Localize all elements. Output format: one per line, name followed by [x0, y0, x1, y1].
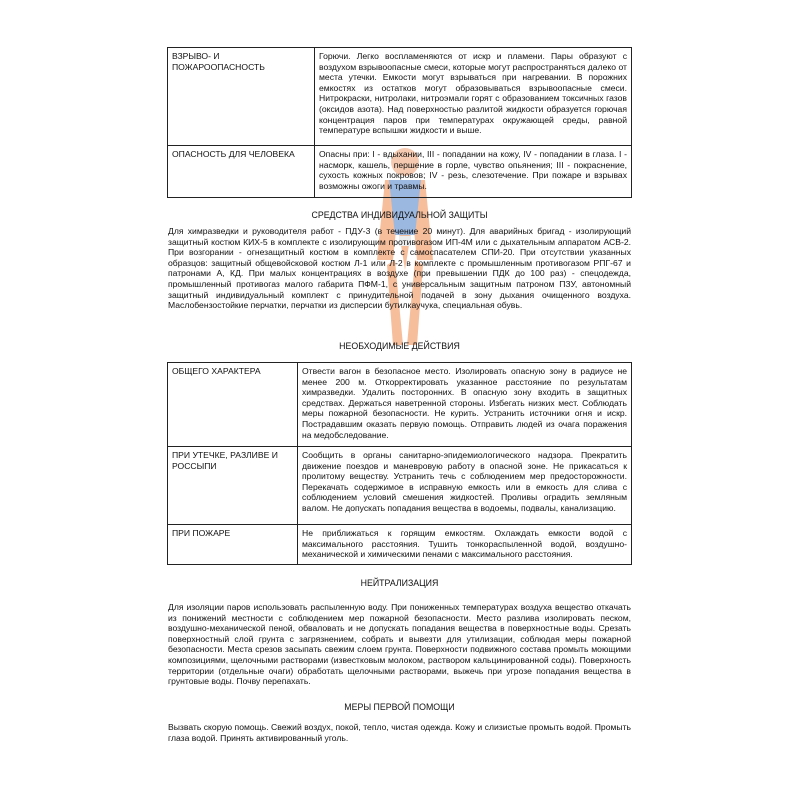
neutralization-text: Для изоляции паров использовать распыленную воду. При пониженных температурах воздуха вещество откачать из понижений местности с соблюдением мер пожарной безопасности. Место разлива изолировать песком, воздушно-механической пеной, обваловать и не допускать попадания вещества в поверхностные воды. Срезать поверхностный слой грунта с загрязнением, собрать и вывезти для утилизации, соблюдая меры пожарной безопасности. Места срезов засыпать свежим слоем грунта. Поверхности подвижного состава промыть моющими композициями, щелочными растворами (известковым молоком, раствором кальцинированной соды). Поверхность территории (отдельные очаги) обработать щелочными растворами, выжечь при угрозе попадания вещества в грунтовые воды. Почву перепахать.: [168, 602, 631, 687]
hazard-label-human: ОПАСНОСТЬ ДЛЯ ЧЕЛОВЕКА: [168, 146, 315, 198]
hazard-table: [167, 47, 632, 198]
action-text-fire: Не приближаться к горящим емкостям. Охлаждать емкости водой с максимального расстояния. Тушить тонкораспыленной водой, воздушно-механической и химическими пенами с максимального расстояния.: [298, 525, 632, 565]
action-text-general: Отвести вагон в безопасное место. Изолировать опасную зону в радиусе не менее 200 м. Откорректировать указанное расстояние по результатам химразведки. Удалить посторонних. В опасную зону входить в защитных средствах. Держаться наветренной стороны. Избегать низких мест. Соблюдать меры пожарной безопасности. Не курить. Устранить источники огня и искр. Пострадавшим оказать первую помощь. Отправить людей из очага поражения на медобследование.: [298, 363, 632, 447]
neutralization-heading: НЕЙТРАЛИЗАЦИЯ: [360, 578, 439, 588]
first-aid-heading: МЕРЫ ПЕРВОЙ ПОМОЩИ: [344, 702, 455, 712]
action-label-fire: ПРИ ПОЖАРЕ: [168, 525, 298, 565]
first-aid-text: Вызвать скорую помощь. Свежий воздух, покой, тепло, чистая одежда. Кожу и слизистые промыть водой. Промыть глаза водой. Принять активированный уголь.: [168, 722, 631, 743]
table-row: [168, 48, 632, 146]
actions-heading: НЕОБХОДИМЫЕ ДЕЙСТВИЯ: [339, 341, 460, 351]
ppe-heading: СРЕДСТВА ИНДИВИДУАЛЬНОЙ ЗАЩИТЫ: [311, 210, 488, 220]
hazard-text-human: Опасны при: I - вдыхании, III - попадании на кожу, IV - попадании в глаза. I - насморк, кашель, першение в горле, чувство опьянения; III - покраснение, сухость кожных покровов; IV - резь, слезотечение. При пожаре и взрывах возможны ожоги и травмы.: [315, 146, 632, 198]
action-text-leak: Сообщить в органы санитарно-эпидемиологического надзора. Прекратить движение поездов и маневровую работу в опасной зоне. Не прикасаться к пролитому веществу. Устранить течь с соблюдением мер предосторожности. Перекачать содержимое в исправную емкость или в емкость для слива с соблюдением условий смешения жидкостей. Проливы оградить земляным валом. Не допускать попадания вещества в водоемы, подвалы, канализацию.: [298, 447, 632, 525]
hazard-text-explosion: Горючи. Легко воспламеняются от искр и пламени. Пары образуют с воздухом взрывоопасные смеси, которые могут распространяться далеко от места утечки. Емкости могут взрываться при нагревании. В порожних емкостях из остатков могут образовываться взрывоопасные смеси. Нитрокраски, нитролаки, нитроэмали горят с образованием токсичных газов (оксидов азота). Над поверхностью разлитой жидкости образуется горючая концентрация паров при температурах окружающей среды, равной температуре вспышки жидкости и выше.: [315, 48, 632, 146]
actions-table: [167, 362, 632, 565]
table-row: [168, 525, 632, 565]
ppe-text: Для химразведки и руководителя работ - ПДУ-3 (в течение 20 минут). Для аварийных бригад - изолирующий защитный костюм КИХ-5 в комплекте с изолирующим противогазом ИП-4М или с дыхательным аппаратом АСВ-2. При возгорании - огнезащитный костюм в комплекте с самоспасателем СПИ-20. При отсутствии указанных образцов: защитный общевойсковой костюм Л-1 или Л-2 в комплекте с промышленным противогазом РПГ-67 и патронами А, КД. При малых концентрациях в воздухе (при превышении ПДК до 100 раз) - спецодежда, промышленный противогаз малого габарита ПФМ-1, с универсальным защитным патроном ПЗУ, автономный защитный индивидуальный комплект с принудительной подачей в зону дыхания очищенного воздуха. Маслобензостойкие перчатки, перчатки из дисперсии бутилкаучука, специальная обувь.: [168, 226, 631, 311]
table-row: [168, 146, 632, 198]
table-row: [168, 363, 632, 447]
table-row: [168, 447, 632, 525]
hazard-label-explosion: ВЗРЫВО- И ПОЖАРООПАСНОСТЬ: [168, 48, 315, 146]
action-label-leak: ПРИ УТЕЧКЕ, РАЗЛИВЕ И РОССЫПИ: [168, 447, 298, 525]
action-label-general: ОБЩЕГО ХАРАКТЕРА: [168, 363, 298, 447]
